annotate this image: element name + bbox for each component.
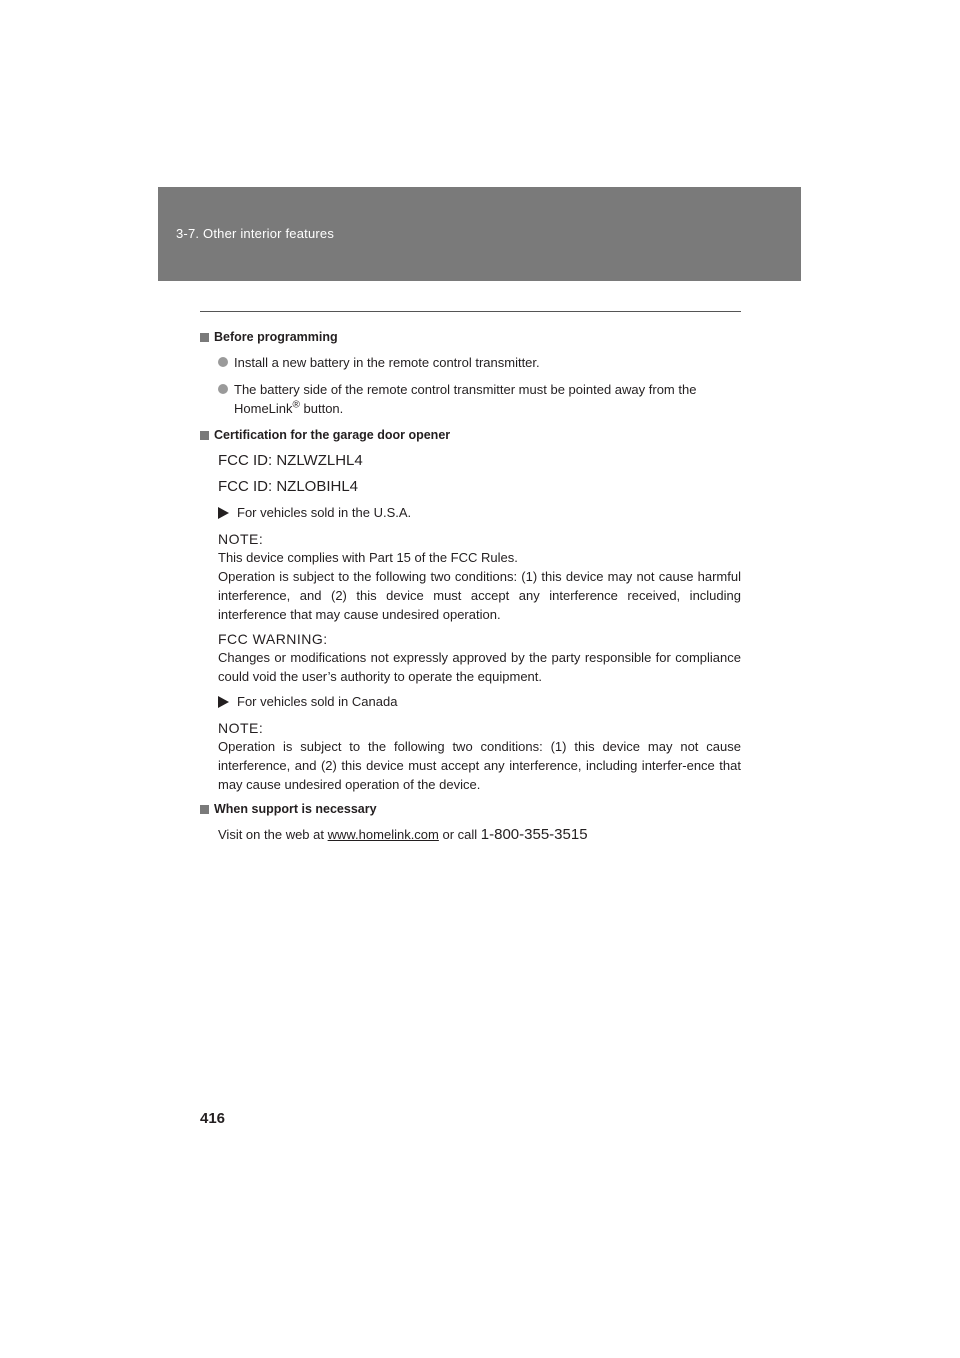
- page-number: 416: [200, 1110, 226, 1127]
- support-text: [218, 825, 741, 844]
- note-line: This device complies with Part 15 of the FCC Rules.: [218, 550, 518, 565]
- page-content: [200, 324, 741, 844]
- region-usa: [218, 503, 741, 522]
- triangle-marker-icon: [218, 696, 229, 708]
- list-item: [218, 353, 741, 372]
- support-text-before: Visit on the web at: [218, 827, 328, 842]
- heading-support: [200, 800, 741, 819]
- triangle-marker-icon: [218, 507, 229, 519]
- section-title: 3-7. Other interior features: [176, 226, 335, 241]
- divider-rule: [200, 311, 741, 312]
- registered-mark: ®: [292, 399, 300, 411]
- list-item-text: Install a new battery in the remote control transmitter.: [234, 355, 540, 370]
- note-body: Operation is subject to the following two conditions: (1) this device may not cause interference, and (2) this device must accept any interference, including interfer-ence that may cause undesired operation of the device.: [218, 739, 741, 792]
- support-phone-number: 1-800-355-3515: [480, 826, 588, 843]
- region-canada: [218, 692, 741, 711]
- warning-body: Changes or modifications not expressly approved by the party responsible for compliance could void the user’s authority to operate the equipment.: [218, 650, 741, 684]
- list-item-text: [234, 380, 741, 418]
- square-bullet-icon: [200, 805, 209, 814]
- list-item-text-tail: button.: [299, 401, 344, 416]
- heading-text: When support is necessary: [214, 802, 377, 816]
- heading-certification: [200, 426, 741, 445]
- homelink-website-link[interactable]: www.homelink.com: [327, 827, 439, 842]
- fcc-id-2: FCC ID: NZLOBIHL4: [218, 478, 359, 495]
- list-item: [218, 380, 741, 418]
- region-label: For vehicles sold in the U.S.A.: [237, 505, 412, 520]
- heading-text: Before programming: [214, 330, 338, 344]
- note-label: NOTE:: [218, 531, 264, 547]
- circle-bullet-icon: [218, 384, 228, 394]
- fcc-id-1: FCC ID: NZLWZLHL4: [218, 452, 363, 469]
- square-bullet-icon: [200, 333, 209, 342]
- circle-bullet-icon: [218, 357, 228, 367]
- square-bullet-icon: [200, 431, 209, 440]
- heading-text: Certification for the garage door opener: [214, 428, 451, 442]
- region-label: For vehicles sold in Canada: [237, 694, 398, 709]
- note-body: Operation is subject to the following two conditions: (1) this device may not cause harmful interference, and (2) this device must accept any interference received, including interference that may cause undesired operation.: [218, 569, 741, 622]
- support-text-middle: or call: [438, 827, 481, 842]
- note-label: NOTE:: [218, 720, 264, 736]
- list-item-text-main: The battery side of the remote control transmitter must be pointed away from the HomeLink: [234, 382, 697, 416]
- section-header-band: [158, 187, 801, 281]
- heading-before-programming: [200, 328, 741, 347]
- warning-label: FCC WARNING:: [218, 631, 328, 647]
